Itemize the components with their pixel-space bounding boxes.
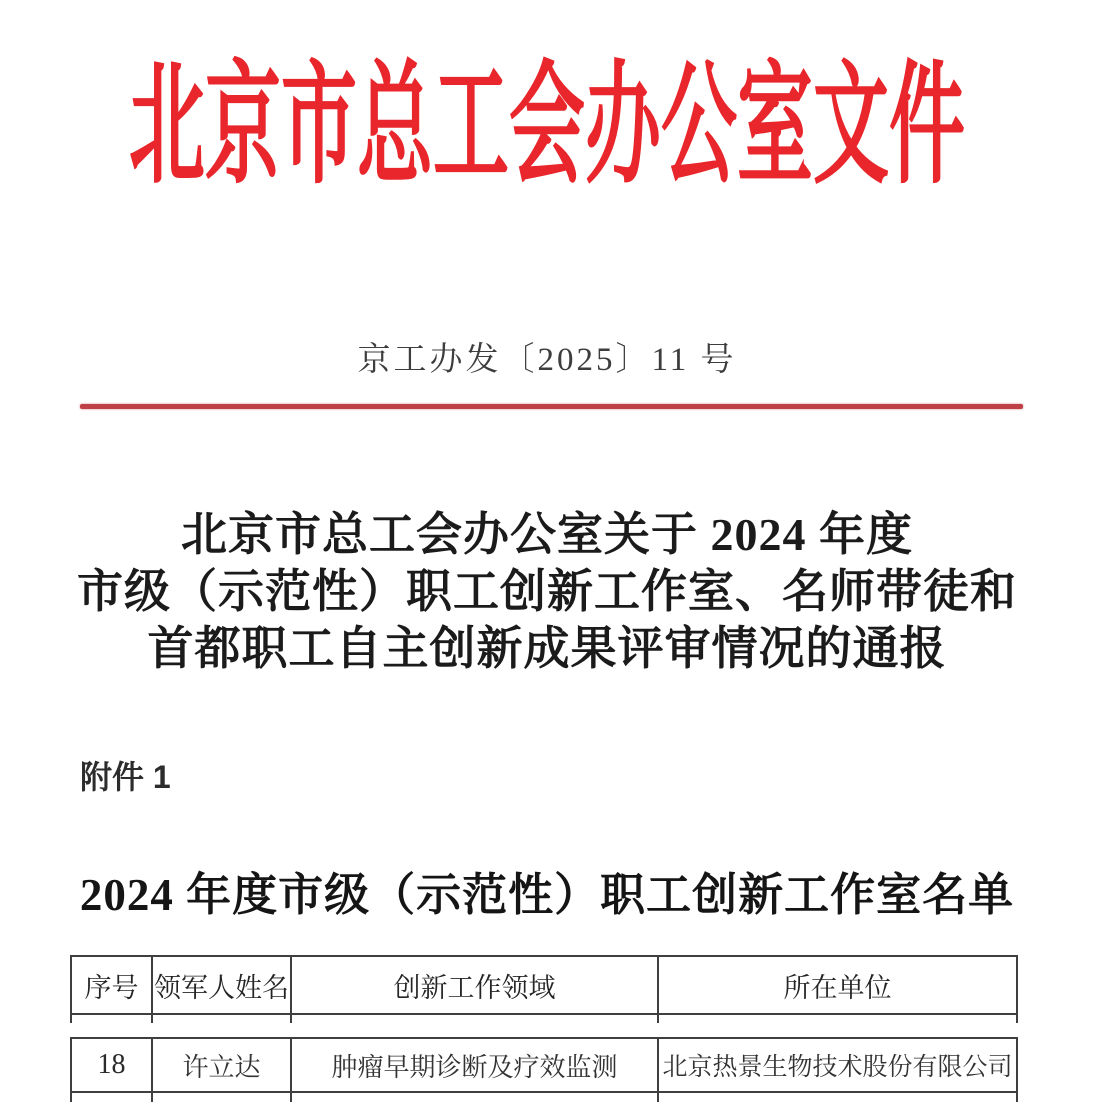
- document-title-line-3: 首都职工自主创新成果评审情况的通报: [147, 623, 947, 674]
- table-crop-gap: [70, 1023, 1018, 1037]
- header-cell-serial-number: 序号: [72, 957, 153, 1013]
- cell-serial-number: 18: [72, 1039, 153, 1091]
- cell-innovation-field: 肿瘤早期诊断及疗效监测: [292, 1039, 659, 1091]
- table-header-row: [70, 955, 1018, 1015]
- roster-table: [70, 955, 1018, 1102]
- document-title: [0, 506, 1094, 677]
- document-title-line-1: 北京市总工会办公室关于 2024 年度: [181, 509, 913, 560]
- cell-organization: 北京热景生物技术股份有限公司: [662, 1054, 1013, 1081]
- table-crop-line-stubs-bottom: [70, 1093, 1018, 1102]
- header-cell-leader-name: 领军人姓名: [153, 957, 292, 1013]
- header-cell-organization: 所在单位: [783, 972, 892, 1003]
- header-cell-innovation-field: 创新工作领域: [292, 957, 659, 1013]
- cell-leader-name: 许立达: [153, 1039, 292, 1091]
- table-row: [70, 1037, 1018, 1093]
- document-title-line-2: 市级（示范性）职工创新工作室、名师带徒和: [77, 566, 1017, 617]
- attachment-label: 附件 1: [80, 759, 171, 795]
- roster-table-title: 2024 年度市级（示范性）职工创新工作室名单: [79, 870, 1015, 920]
- red-divider-line: [80, 404, 1023, 409]
- document-reference-number: 京工办发〔2025〕11 号: [357, 342, 737, 378]
- table-crop-line-stubs-top: [70, 1015, 1018, 1023]
- document-masthead-title: 北京市总工会办公室文件: [129, 53, 965, 201]
